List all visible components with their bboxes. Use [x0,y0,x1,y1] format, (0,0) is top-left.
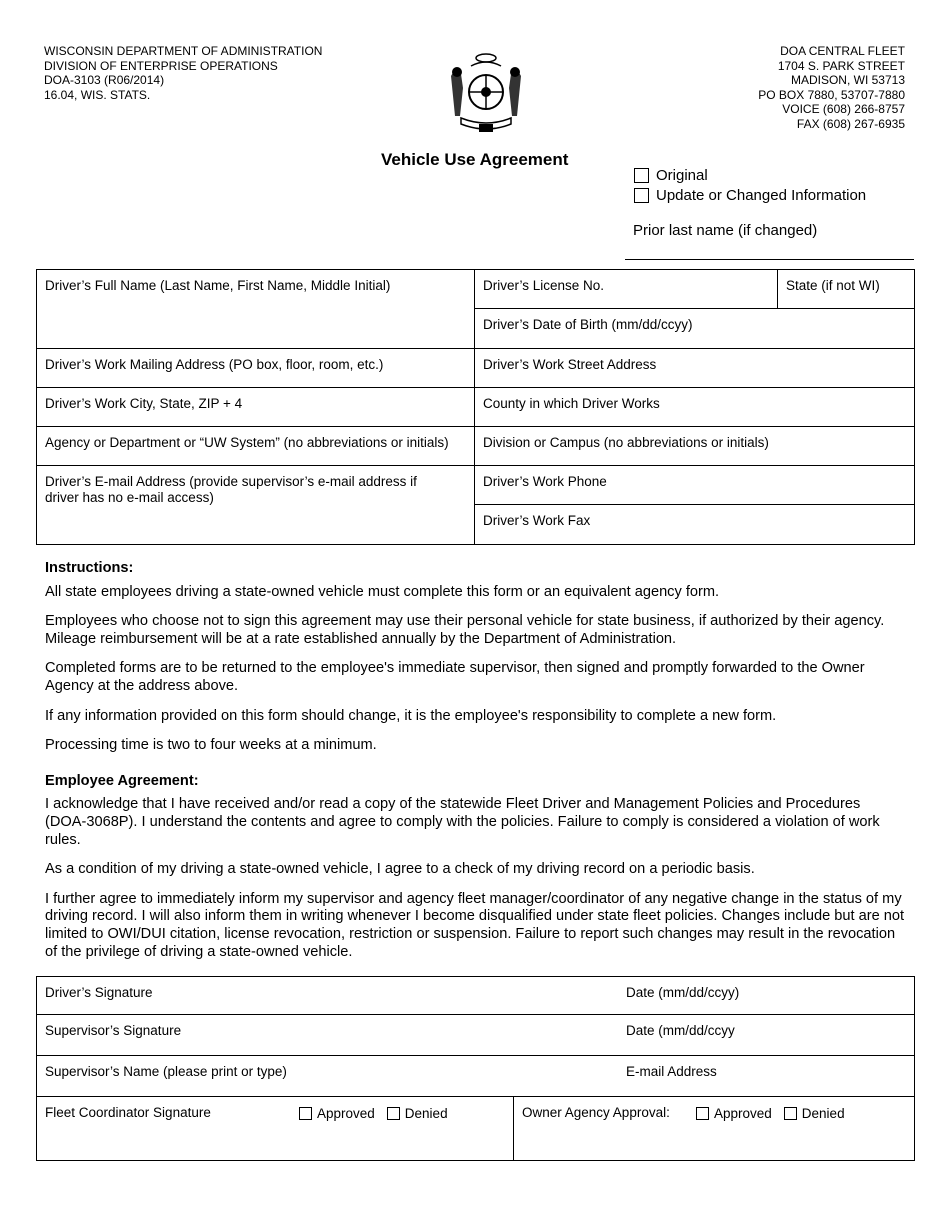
email-field[interactable] [37,466,457,506]
fleet-coordinator-options [299,1098,460,1121]
update-checkbox[interactable] [634,188,649,203]
agreement-heading: Employee Agreement: [45,772,199,789]
supervisor-date-label: Date (mm/dd/ccyy [626,1023,735,1038]
header-right-line: DOA CENTRAL FLEET [780,44,905,58]
fleet-denied-label: Denied [404,1105,448,1121]
driver-date-field[interactable] [618,977,914,1001]
owner-approved-option[interactable] [696,1106,772,1121]
supervisor-date-field[interactable] [618,1015,914,1039]
update-option[interactable] [634,187,866,204]
agreement-paragraph: I acknowledge that I have received and/or read a copy of the statewide Fleet Driver and Management Policies and Procedures (DOA-3068P). I understand the contents and agree to comply with the policies. Failure to comply is considered a violation of work rules. [45,796,880,848]
dob-field[interactable] [475,309,914,333]
instructions-section [45,560,905,973]
owner-denied-option[interactable] [784,1106,845,1121]
update-label: Update or Changed Information [656,187,867,204]
supervisor-signature-field[interactable] [37,1015,617,1039]
header-left-line: 16.04, WIS. STATS. [44,87,151,102]
instructions-paragraph: Processing time is two to four weeks at a minimum. [45,737,377,754]
supervisor-name-label: Supervisor’s Name (please print or type) [45,1064,287,1079]
owner-approved-checkbox[interactable] [696,1107,709,1120]
fleet-denied-checkbox[interactable] [387,1107,400,1120]
county-field[interactable] [475,388,914,412]
owner-approved-label: Approved [714,1105,772,1121]
instructions-paragraph: Completed forms are to be returned to the employee's immediate supervisor, then signed and promptly forwarded to the Owner Agency at the address above. [45,660,865,694]
dob-label: Driver’s Date of Birth (mm/dd/ccyy) [483,317,693,332]
original-label: Original [656,167,708,184]
instructions-paragraph: Employees who choose not to sign this agreement may use their personal vehicle for state business, if authorized by their agency. Mileage reimbursement will be at a rate established annually by the Department of Administration. [45,613,885,647]
supervisor-email-field[interactable] [618,1056,914,1080]
instructions-heading: Instructions: [45,560,134,576]
owner-agency-approval-label: Owner Agency Approval: [522,1105,670,1120]
driver-date-label: Date (mm/dd/ccyy) [626,985,740,1000]
street-address-label: Driver’s Work Street Address [483,357,657,372]
fleet-approved-option[interactable] [299,1106,375,1121]
original-checkbox[interactable] [634,168,649,183]
header-left-line: WISCONSIN DEPARTMENT OF ADMINISTRATION [44,44,323,58]
division-field[interactable] [475,427,914,451]
state-field[interactable] [778,270,914,294]
driver-signature-label: Driver’s Signature [45,985,153,1000]
header-right-line: VOICE (608) 266-8757 [782,102,905,117]
instructions-paragraph: All state employees driving a state-owned vehicle must complete this form or an equivalent agency form. [45,583,720,600]
work-phone-field[interactable] [475,466,914,490]
owner-denied-checkbox[interactable] [784,1107,797,1120]
supervisor-signature-label: Supervisor’s Signature [45,1023,182,1038]
header-right-line: FAX (608) 267-6935 [796,116,905,131]
full-name-field[interactable] [37,270,474,294]
state-label: State (if not WI) [786,278,880,293]
work-phone-label: Driver’s Work Phone [483,474,607,489]
mailing-address-field[interactable] [37,349,474,373]
prior-last-name-field[interactable] [625,259,914,260]
header-agency-block [44,44,322,102]
supervisor-name-field[interactable] [37,1056,617,1080]
header-right-line: MADISON, WI 53713 [790,73,905,88]
mailing-address-label: Driver’s Work Mailing Address (PO box, floor, room, etc.) [45,357,384,372]
header-left-line: DIVISION OF ENTERPRISE OPERATIONS [44,58,278,73]
supervisor-email-label: E-mail Address [626,1064,717,1079]
division-label: Division or Campus (no abbreviations or initials) [483,435,769,450]
county-label: County in which Driver Works [483,396,660,411]
owner-denied-label: Denied [801,1105,845,1121]
agency-label: Agency or Department or “UW System” (no abbreviations or initials) [45,435,449,450]
fleet-approved-checkbox[interactable] [299,1107,312,1120]
header-address-block [758,44,905,132]
driver-signature-field[interactable] [37,977,617,1001]
work-fax-field[interactable] [475,505,914,529]
agency-field[interactable] [37,427,474,451]
header-right-line: 1704 S. PARK STREET [777,58,905,73]
wisconsin-state-seal-icon [443,48,529,138]
street-address-field[interactable] [475,349,914,373]
fleet-coordinator-label: Fleet Coordinator Signature [45,1105,211,1120]
header-left-line: DOA-3103 (R06/2014) [44,73,165,88]
fleet-approved-label: Approved [317,1105,375,1121]
city-state-zip-field[interactable] [37,388,474,412]
owner-agency-options [696,1098,857,1121]
agreement-paragraph: I further agree to immediately inform my supervisor and agency fleet manager/coordinator of any negative change in the status of my driving record. I will also inform them in writing whenever I become disqualified under state fleet policies. Changes include but are not limited to OWI/DUI citation, license revocation, restriction or suspension. Failure to report such changes may result in the revocation of the privilege of driving a state-owned vehicle. [45,890,905,960]
work-fax-label: Driver’s Work Fax [483,513,591,528]
header-right-line: PO BOX 7880, 53707-7880 [758,87,905,102]
original-option[interactable] [634,167,708,184]
license-no-field[interactable] [475,270,777,294]
form-title: Vehicle Use Agreement [381,150,569,169]
fleet-denied-option[interactable] [387,1106,448,1121]
city-state-zip-label: Driver’s Work City, State, ZIP + 4 [45,396,243,411]
email-label: Driver’s E-mail Address (provide supervisor’s e-mail address if driver has no e-mail access) [45,474,417,505]
full-name-label: Driver’s Full Name (Last Name, First Name, Middle Initial) [45,278,391,293]
instructions-paragraph: If any information provided on this form should change, it is the employee's responsibility to complete a new form. [45,707,777,724]
prior-last-name-label: Prior last name (if changed) [633,222,818,239]
license-no-label: Driver’s License No. [483,278,605,293]
agreement-paragraph: As a condition of my driving a state-owned vehicle, I agree to a check of my driving record on a periodic basis. [45,861,755,878]
